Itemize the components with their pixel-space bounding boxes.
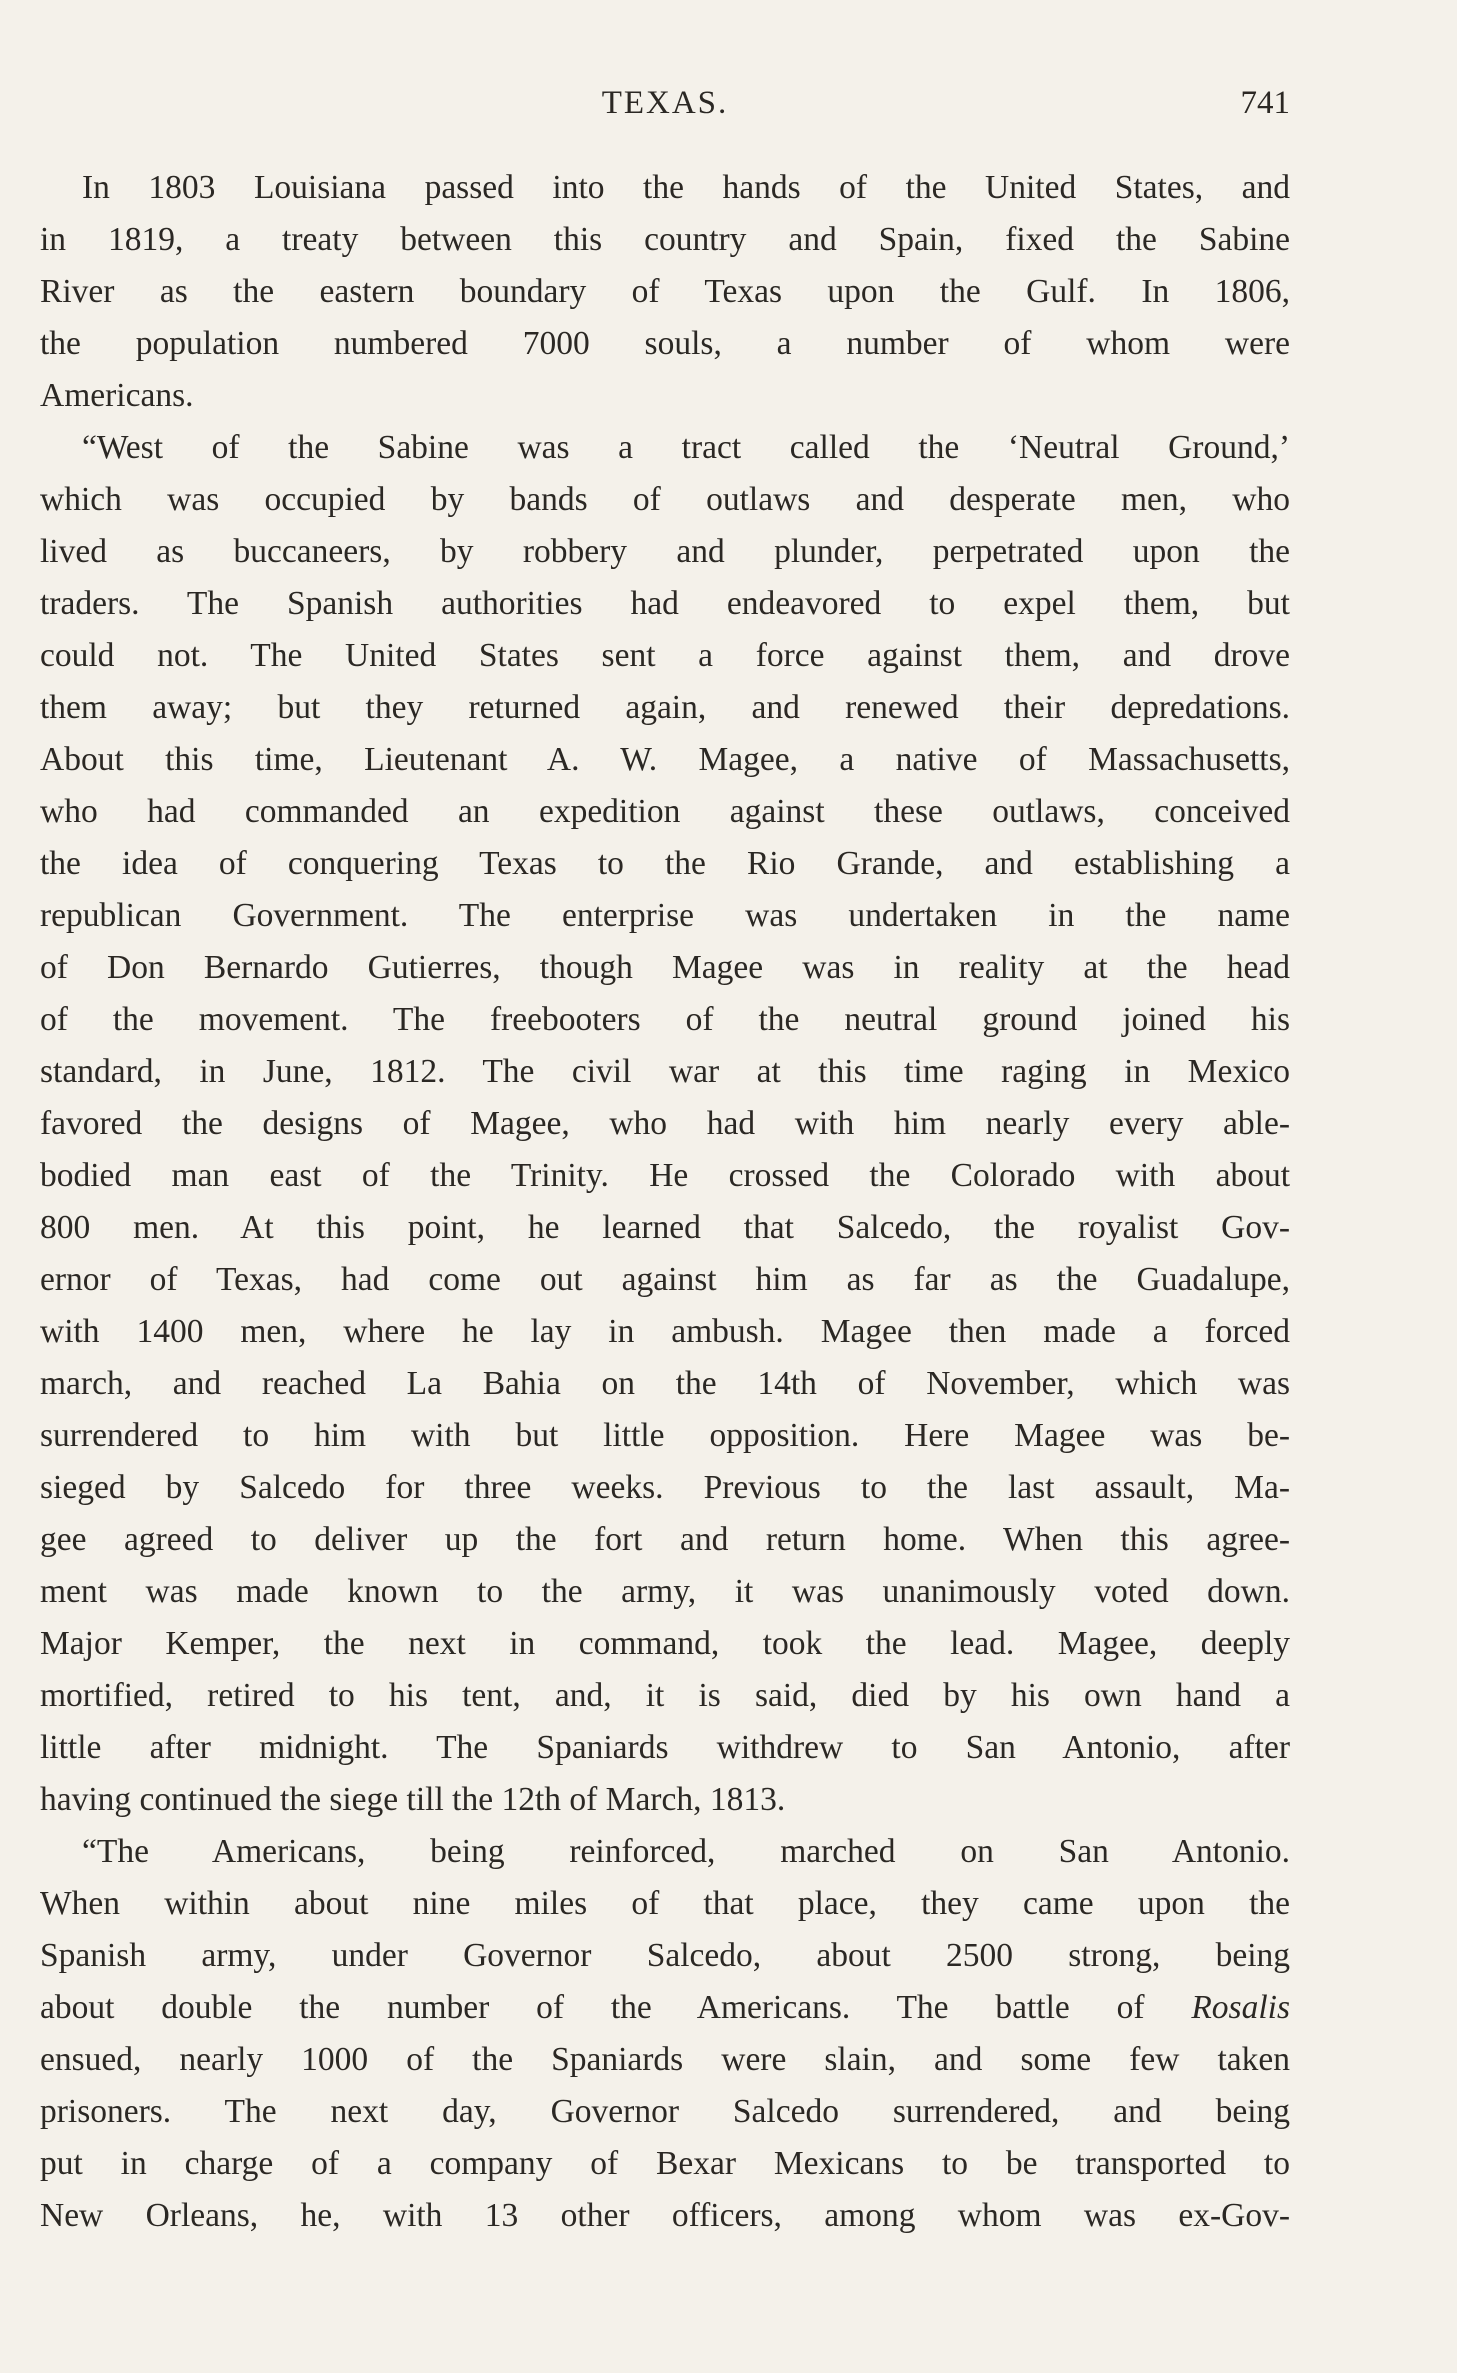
text-line-content: surrendered to him with but little opposition. Here Magee was be- (40, 1417, 1290, 1454)
text-line (40, 2034, 1290, 2086)
text-line (40, 1774, 1290, 1826)
text-line-content: mortified, retired to his tent, and, it is said, died by his own hand a (40, 1677, 1290, 1714)
text-line (40, 994, 1290, 1046)
text-line (40, 630, 1290, 682)
text-line (40, 526, 1290, 578)
text-line (40, 1722, 1290, 1774)
text-line (40, 786, 1290, 838)
text-line-content: of the movement. The freebooters of the neutral ground joined his (40, 1001, 1290, 1038)
text-line (40, 1098, 1290, 1150)
text-line (40, 1254, 1290, 1306)
text-line (40, 1514, 1290, 1566)
text-line (40, 1982, 1290, 2034)
text-line-content: ment was made known to the army, it was unanimously voted down. (40, 1573, 1290, 1610)
text-line-content: prisoners. The next day, Governor Salcedo surrendered, and being (40, 2093, 1290, 2130)
text-line-content: them away; but they returned again, and renewed their depredations. (40, 689, 1290, 726)
text-line (40, 474, 1290, 526)
text-line-content: with 1400 men, where he lay in ambush. Magee then made a forced (40, 1313, 1290, 1350)
text-line (40, 1462, 1290, 1514)
text-line (40, 370, 1290, 422)
page-number: 741 (1240, 85, 1290, 121)
text-line (40, 162, 1290, 214)
text-line (40, 734, 1290, 786)
text-line (40, 1618, 1290, 1670)
text-line-content: lived as buccaneers, by robbery and plunder, perpetrated upon the (40, 533, 1290, 570)
text-line-content: little after midnight. The Spaniards withdrew to San Antonio, after (40, 1729, 1290, 1766)
text-line (40, 1150, 1290, 1202)
text-line-content: standard, in June, 1812. The civil war at this time raging in Mexico (40, 1053, 1290, 1090)
text-line-content: Spanish army, under Governor Salcedo, about 2500 strong, being (40, 1937, 1290, 1974)
text-line-content: who had commanded an expedition against these outlaws, conceived (40, 793, 1290, 830)
body-text (40, 162, 1290, 2242)
text-line-content: In 1803 Louisiana passed into the hands of the United States, and (82, 169, 1290, 206)
text-line-content: 800 men. At this point, he learned that Salcedo, the royalist Gov- (40, 1209, 1290, 1246)
text-line-content: having continued the siege till the 12th of March, 1813. (40, 1781, 786, 1818)
text-line (40, 1878, 1290, 1930)
text-line-content: of Don Bernardo Gutierres, though Magee was in reality at the head (40, 949, 1290, 986)
text-line-content: ensued, nearly 1000 of the Spaniards were slain, and some few taken (40, 2041, 1290, 2078)
text-line (40, 1358, 1290, 1410)
text-line (40, 214, 1290, 266)
text-line (40, 318, 1290, 370)
text-line (40, 2190, 1290, 2242)
text-line-content: which was occupied by bands of outlaws and desperate men, who (40, 481, 1290, 518)
text-line (40, 1410, 1290, 1462)
text-line-content: sieged by Salcedo for three weeks. Previous to the last assault, Ma- (40, 1469, 1290, 1506)
text-line-content: ernor of Texas, had come out against him as far as the Guadalupe, (40, 1261, 1290, 1298)
text-line-content: could not. The United States sent a force against them, and drove (40, 637, 1290, 674)
text-line-content: River as the eastern boundary of Texas upon the Gulf. In 1806, (40, 273, 1290, 310)
text-line-content: Major Kemper, the next in command, took the lead. Magee, deeply (40, 1625, 1290, 1662)
text-line-content: traders. The Spanish authorities had endeavored to expel them, but (40, 585, 1290, 622)
text-line-content: “The Americans, being reinforced, marched on San Antonio. (82, 1833, 1290, 1870)
running-head (40, 78, 1290, 128)
text-line (40, 578, 1290, 630)
italic-place-name: Rosalis (1191, 1989, 1290, 2026)
text-line-content: republican Government. The enterprise was undertaken in the name (40, 897, 1290, 934)
text-line-content: Americans. (40, 377, 194, 414)
text-line-content: bodied man east of the Trinity. He crossed the Colorado with about (40, 1157, 1290, 1194)
text-line (40, 422, 1290, 474)
text-line (40, 1826, 1290, 1878)
text-line (40, 1930, 1290, 1982)
text-line-content: about double the number of the Americans. The battle of (40, 1989, 1145, 2026)
text-line-content: put in charge of a company of Bexar Mexicans to be transported to (40, 2145, 1290, 2182)
text-line (40, 2138, 1290, 2190)
text-line-content: favored the designs of Magee, who had with him nearly every able- (40, 1105, 1290, 1142)
text-line (40, 890, 1290, 942)
text-line-content: When within about nine miles of that place, they came upon the (40, 1885, 1290, 1922)
text-line-content: march, and reached La Bahia on the 14th of November, which was (40, 1365, 1290, 1402)
text-line (40, 1202, 1290, 1254)
text-line (40, 942, 1290, 994)
text-line (40, 266, 1290, 318)
text-line-content: the idea of conquering Texas to the Rio Grande, and establishing a (40, 845, 1290, 882)
text-line-content: “West of the Sabine was a tract called the ‘Neutral Ground,’ (82, 429, 1290, 466)
text-line-content: the population numbered 7000 souls, a number of whom were (40, 325, 1290, 362)
text-line (40, 1670, 1290, 1722)
text-line-content: About this time, Lieutenant A. W. Magee, a native of Massachusetts, (40, 741, 1290, 778)
text-line (40, 1306, 1290, 1358)
running-title: TEXAS. (601, 85, 729, 121)
text-line (40, 1046, 1290, 1098)
text-line (40, 838, 1290, 890)
text-line-content: New Orleans, he, with 13 other officers, among whom was ex-Gov- (40, 2197, 1290, 2234)
text-line (40, 1566, 1290, 1618)
text-line-content: gee agreed to deliver up the fort and return home. When this agree- (40, 1521, 1290, 1558)
text-line (40, 2086, 1290, 2138)
text-line-content: in 1819, a treaty between this country and Spain, fixed the Sabine (40, 221, 1290, 258)
text-line (40, 682, 1290, 734)
